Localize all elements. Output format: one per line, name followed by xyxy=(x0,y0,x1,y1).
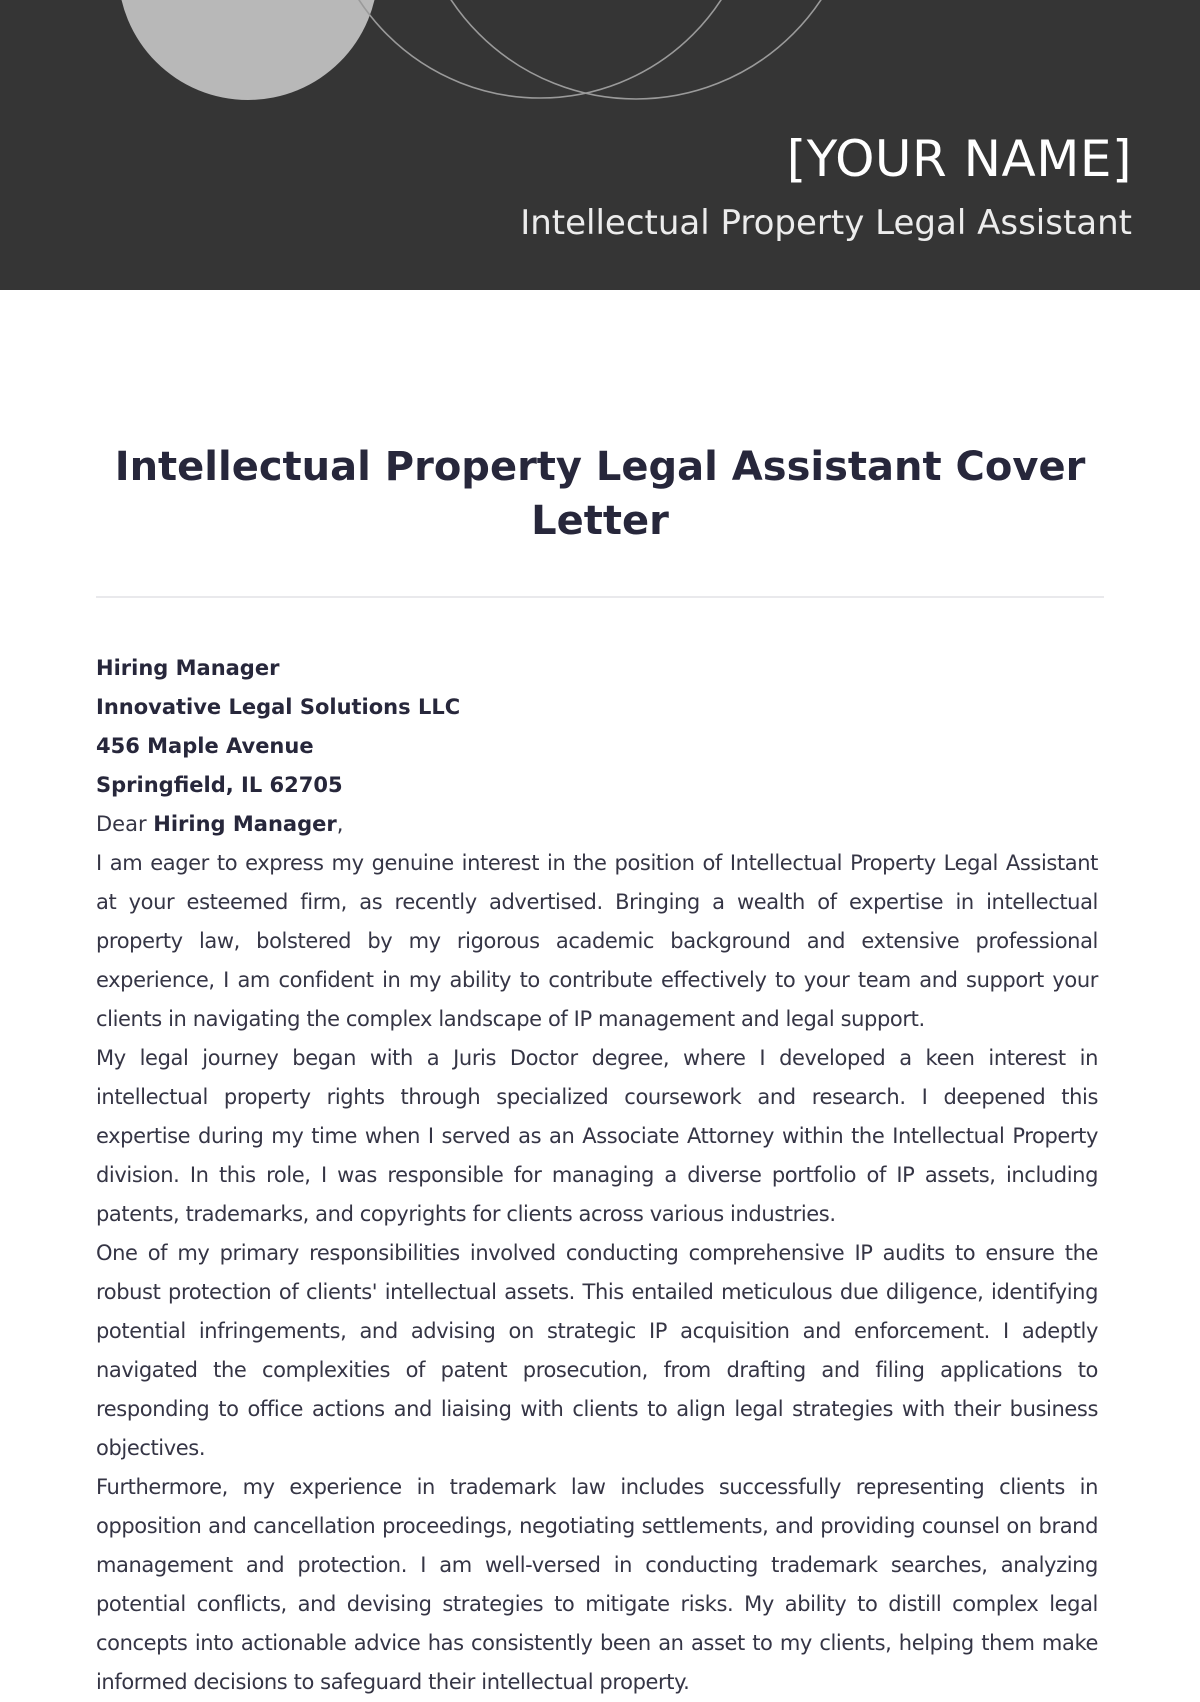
recipient-street: 456 Maple Avenue xyxy=(96,734,314,758)
header-banner xyxy=(0,0,1200,290)
outline-circle-decoration xyxy=(414,0,858,99)
salutation-prefix: Dear xyxy=(96,812,147,836)
salutation-suffix: , xyxy=(336,812,344,836)
outline-circle-decoration xyxy=(324,0,756,98)
recipient-company: Innovative Legal Solutions LLC xyxy=(96,695,461,719)
letter-body xyxy=(96,649,1098,1702)
applicant-name: [YOUR NAME] xyxy=(786,130,1132,188)
recipient-name: Hiring Manager xyxy=(96,656,280,680)
recipient-city: Springfield, IL 62705 xyxy=(96,773,343,797)
body-paragraph: My legal journey began with a Juris Doctor degree, where I developed a keen interest in intellectual property rights through specialized coursework and research. I deepened this expertise during my time when I served as an Associate Attorney within the Intellectual Property division. In this role, I was responsible for managing a diverse portfolio of IP assets, including patents, trademarks, and copyrights for clients across various industries. xyxy=(96,1046,1098,1226)
filled-circle-decoration xyxy=(118,0,378,100)
salutation xyxy=(96,805,1098,844)
title-divider xyxy=(96,596,1104,598)
body-paragraph: Furthermore, my experience in trademark law includes successfully representing clients in opposition and cancellation proceedings, negotiating settlements, and providing counsel on brand management and protection. I am well-versed in conducting trademark searches, analyzing potential conflicts, and devising strategies to mitigate risks. My ability to distill complex legal concepts into actionable advice has consistently been an asset to my clients, helping them make informed decisions to safeguard their intellectual property. xyxy=(96,1475,1098,1694)
salutation-name: Hiring Manager xyxy=(153,812,337,836)
body-paragraph: I am eager to express my genuine interest in the position of Intellectual Property Legal Assistant at your esteemed firm, as recently advertised. Bringing a wealth of expertise in intellectual property law, bolstered by my rigorous academic background and extensive professional experience, I am confident in my ability to contribute effectively to your team and support your clients in navigating the complex landscape of IP management and legal support. xyxy=(96,851,1098,1031)
document-title: Intellectual Property Legal Assistant Cover Letter xyxy=(114,444,1086,544)
applicant-role: Intellectual Property Legal Assistant xyxy=(520,203,1132,243)
body-paragraph: One of my primary responsibilities involved conducting comprehensive IP audits to ensure the robust protection of clients' intellectual assets. This entailed meticulous due diligence, identifying potential infringements, and advising on strategic IP acquisition and enforcement. I adeptly navigated the complexities of patent prosecution, from drafting and filing applications to responding to office actions and liaising with clients to align legal strategies with their business objectives. xyxy=(96,1241,1098,1460)
